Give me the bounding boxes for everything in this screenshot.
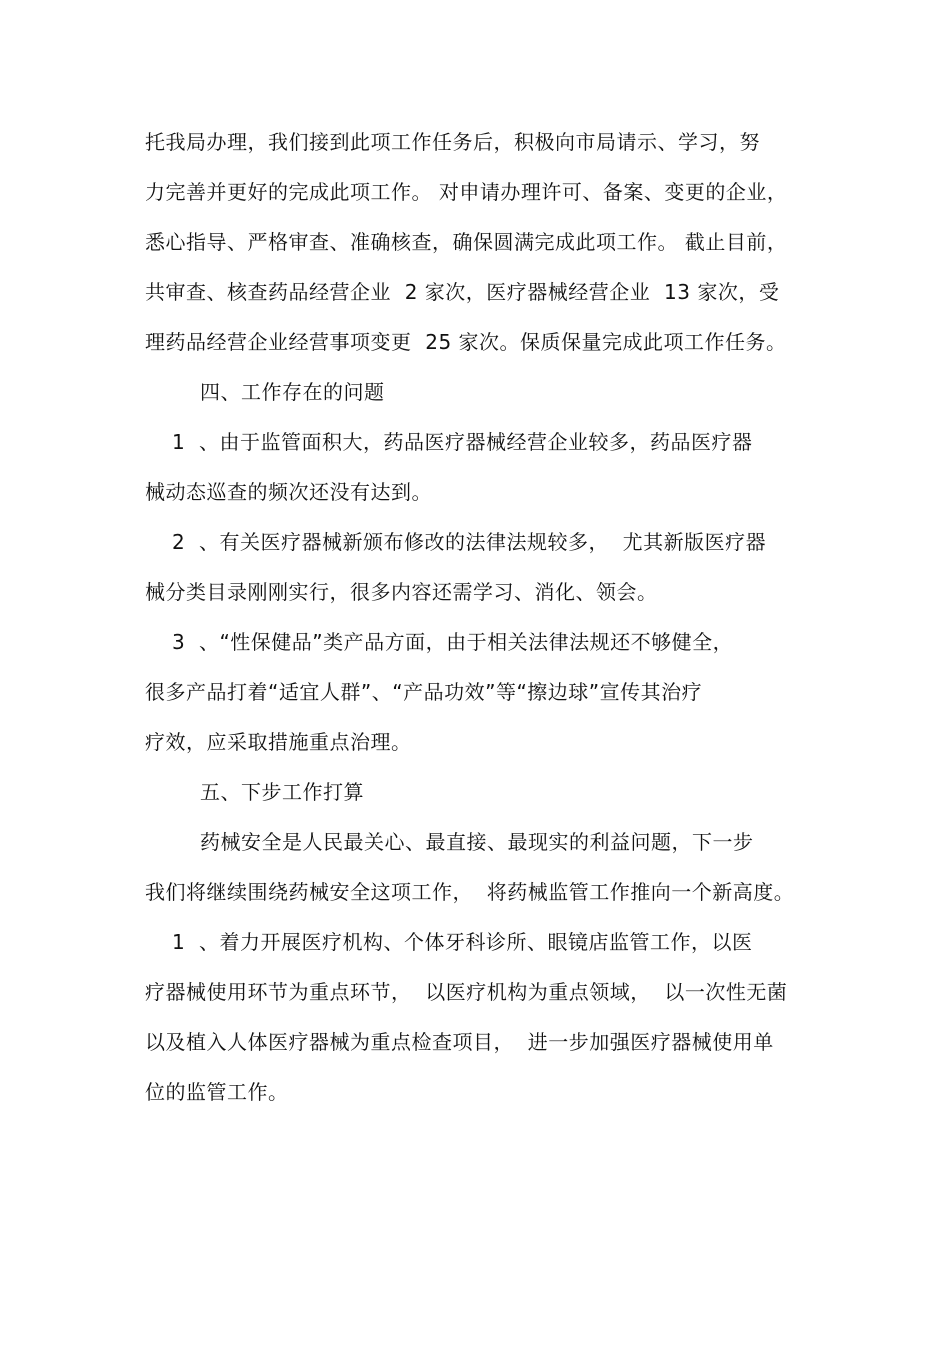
text-line: 2 、有关医疗器械新颁布修改的法律法规较多， 尤其新版医疗器 bbox=[172, 530, 767, 554]
text-line: 疗器械使用环节为重点环节， 以医疗机构为重点领域， 以一次性无菌 bbox=[145, 980, 788, 1004]
text-line: 以及植入人体医疗器械为重点检查项目， 进一步加强医疗器械使用单 bbox=[145, 1030, 774, 1054]
text-line: 3 、“性保健品”类产品方面，由于相关法律法规还不够健全， bbox=[172, 630, 734, 654]
text-line: 理药品经营企业经营事项变更 25 家次。保质保量完成此项工作任务。 bbox=[145, 330, 787, 354]
text-line: 1 、由于监管面积大，药品医疗器械经营企业较多，药品医疗器 bbox=[172, 430, 753, 454]
text-line: 1 、着力开展医疗机构、个体牙科诊所、眼镜店监管工作，以医 bbox=[172, 930, 753, 954]
text-line: 位的监管工作。 bbox=[145, 1080, 289, 1104]
text-line: 悉心指导、严格审查、准确核查，确保圆满完成此项工作。 截止目前， bbox=[145, 230, 788, 254]
text-line: 力完善并更好的完成此项工作。 对申请办理许可、备案、变更的企业， bbox=[145, 180, 788, 204]
text-line: 疗效，应采取措施重点治理。 bbox=[145, 730, 412, 754]
text-line: 托我局办理，我们接到此项工作任务后，积极向市局请示、学习，努 bbox=[145, 130, 760, 154]
section-heading: 五、下步工作打算 bbox=[200, 780, 364, 804]
text-line: 共审查、核查药品经营企业 2 家次，医疗器械经营企业 13 家次，受 bbox=[145, 280, 780, 304]
section-heading: 四、工作存在的问题 bbox=[200, 380, 385, 404]
text-line: 很多产品打着“适宜人群”、“产品功效”等“擦边球”宣传其治疗 bbox=[145, 680, 703, 704]
text-line: 我们将继续围绕药械安全这项工作， 将药械监管工作推向一个新高度。 bbox=[145, 880, 795, 904]
text-line: 药械安全是人民最关心、最直接、最现实的利益问题，下一步 bbox=[200, 830, 754, 854]
text-line: 械分类目录刚刚实行，很多内容还需学习、消化、领会。 bbox=[145, 580, 658, 604]
text-line: 械动态巡查的频次还没有达到。 bbox=[145, 480, 432, 504]
